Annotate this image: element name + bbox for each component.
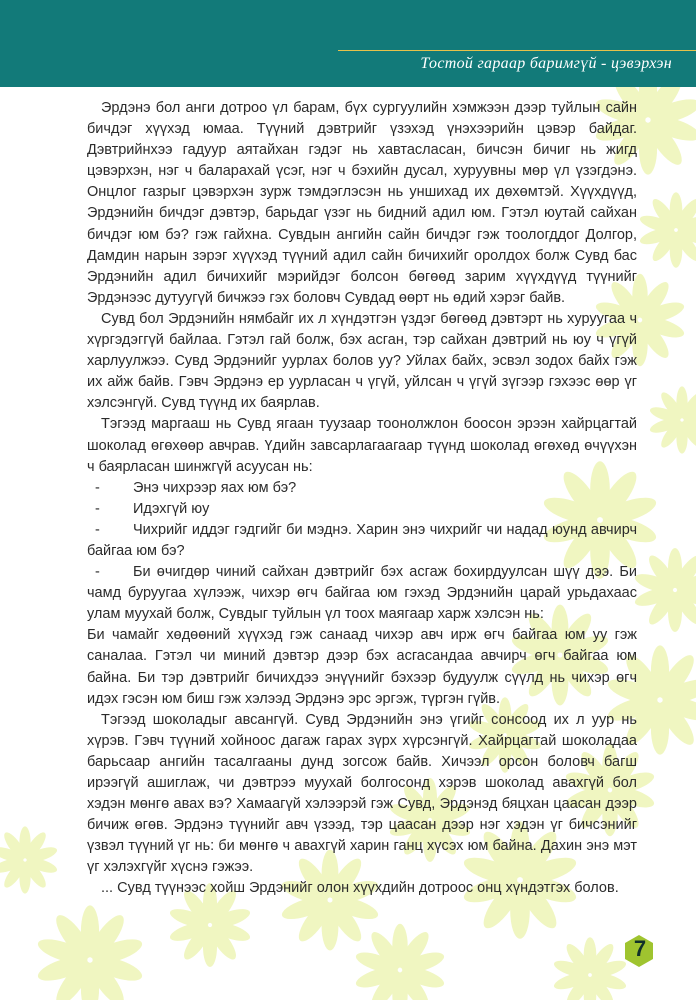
page-body <box>87 98 637 900</box>
dialog-line-2 <box>87 499 637 520</box>
header-accent-line <box>338 50 696 51</box>
paragraph-3: Тэгээд маргааш нь Сувд ягаан туузаар тоонолжлон боосон эрээн хайрцагтай шоколад өгөхөөр авчрав. Үдийн завсарлагаагаар түүнд шоколад өгөхөд өчүүхэн ч баярласан шинжгүй асуусан нь: <box>87 416 637 475</box>
paragraph-closing-2: ... Сувд түүнээс хойш Эрдэнийг олон хүүхдийн дотроос онц хүндэтгэх болов. <box>101 880 619 897</box>
dialog-line-4 <box>87 562 637 625</box>
dialog-text: Чихрийг иддэг гэдгийг би мэднэ. Харин энэ чихрийг чи надад юунд авчирч байгаа юм бэ? <box>87 521 637 559</box>
dialog-text: Энэ чихрээр яах юм бэ? <box>133 479 297 496</box>
dialog-line-1 <box>87 478 637 499</box>
dialog-dash: - <box>95 521 100 538</box>
running-header-title: Тостой гараар баримгүй - цэвэрхэн <box>420 55 672 72</box>
paragraph-2: Сувд бол Эрдэнийн нямбайг их л хүндэтгэн үздэг бөгөөд дэвтэрт нь хуруугаа ч хүргэдэггүй байлаа. Гэтэл гай болж, бэх асган, тэр сайхан дэвтрий нь юу ч үгүй харлуулжээ. Сувд Эрдэнийг уурлах болов уу? Уйлах байх, эсвэл зодох байх гэж их айж байв. Гэвч Эрдэнэ ер уурласан ч үгүй, уйлсан ч үгүй зүгээр гэхээс өөр үг хэлсэнгүй. Сувд түүнд их баярлав. <box>87 310 637 412</box>
dialog-text: Би өчигдөр чиний сайхан дэвтрийг бэх асгаж бохирдуулсан шүү дээ. Би чамд буруугаа хүлээж, чихэр өгч байгаа юм гэхэд Эрдэнийн царай урьдахаас улам муухай болж, Сувдыг туйлын үл тоох маягаар харж хэлсэн нь: <box>87 564 637 623</box>
dialog-dash: - <box>95 500 100 517</box>
quote-paragraph: Би чамайг хөдөөний хүүхэд гэж санаад чихэр авч ирж өгч байгаа юм уу гэж саналаа. Гэтэл чи миний дэвтэр дээр бэх асгасандаа авчирч өгч байгаа юм байна. Би тэр дэвтрийг бичихдээ энүүнийг бэхээр будуулж сүүлд нь чихэр өгч идэх гэсэн юм биш гэж хэлээд Эрдэнэ эрс эргэж, түргэн гүйв. <box>87 627 637 707</box>
dialog-dash: - <box>95 479 100 496</box>
dialog-dash: - <box>95 564 100 581</box>
dialog-line-3 <box>87 520 637 562</box>
dialog-text: Идэхгүй юу <box>133 500 210 517</box>
paragraph-1: Эрдэнэ бол анги дотроо үл барам, бүх сургуулийн хэмжээн дээр туйлын сайн бичдэг хүүхэд юмаа. Түүний дэвтрийг үзэхэд үнэхээрийн цэвэр байдаг. Дэвтрийнхээ гадуур аятайхан гэдэг нь хавтасласан, бичсэн бичиг нь жигд цэвэрхэн, нэг ч баларахай үсэг, нэг ч бэхийн дусал, хуруувны мөр үл үзэгдэнэ. Онцлог газрыг цэвэрхэн зурж тэмдэглэсэн нь уншихад их дөхөмтэй. Хүүхдүүд, Эрдэнийн бичдэг дэвтэр, барьдаг үзэг нь бидний адил юм. Гэтэл юутай сайхан бичдэг юм бэ? гэж гайхна. Сувдын ангийн сайн бичдэг гэж тоологддог Долгор, Дамдин нарын зэрэг хүүхэд түүний адил сайн бичихийг оролдох болж Сувд бас Эрдэнийн адил бичихийг мэрийдэг болсон бөгөөд зарим хүүхдүүд түүнийг Эрдэнээс дутуугүй бичжээ гэх боловч Сувдад өөрт нь өдий хэрэг байв. <box>87 100 637 306</box>
paragraph-closing-1: Тэгээд шоколадыг авсангүй. Сувд Эрдэнийн энэ үгийг сонсоод их л уур нь хүрэв. Гэвч түүний хойноос дагаж гарах зүрх хүрсэнгүй. Хайрцагтай шоколадаа барьсаар ангийн тасалгааны дунд зогсож байв. Хичээл орсон боловч багш ирээгүй ашиглаж, чи дэвтрээ муухай болгосонд хэрэв шоколад авахгүй бол хэдэн мөнгө авах вэ? Хамаагүй хэлээрэй гэж Сувд, Эрдэнэд бяцхан цаасан дээр бичиж өгөв. Эрдэнэ түүнийг авч үзээд, тэр цаасан дээр нэг хэдэн үг бичсэнийг үзвэл түүний үг нь: би мөнгө ч авахгүй харин ганц хүсэх юм байна. Дахин энэ мэт үг хэлэхгүйг хүснэ гэжээ. <box>87 711 637 876</box>
header-bar <box>0 0 696 87</box>
page-number: 7 <box>633 936 647 961</box>
